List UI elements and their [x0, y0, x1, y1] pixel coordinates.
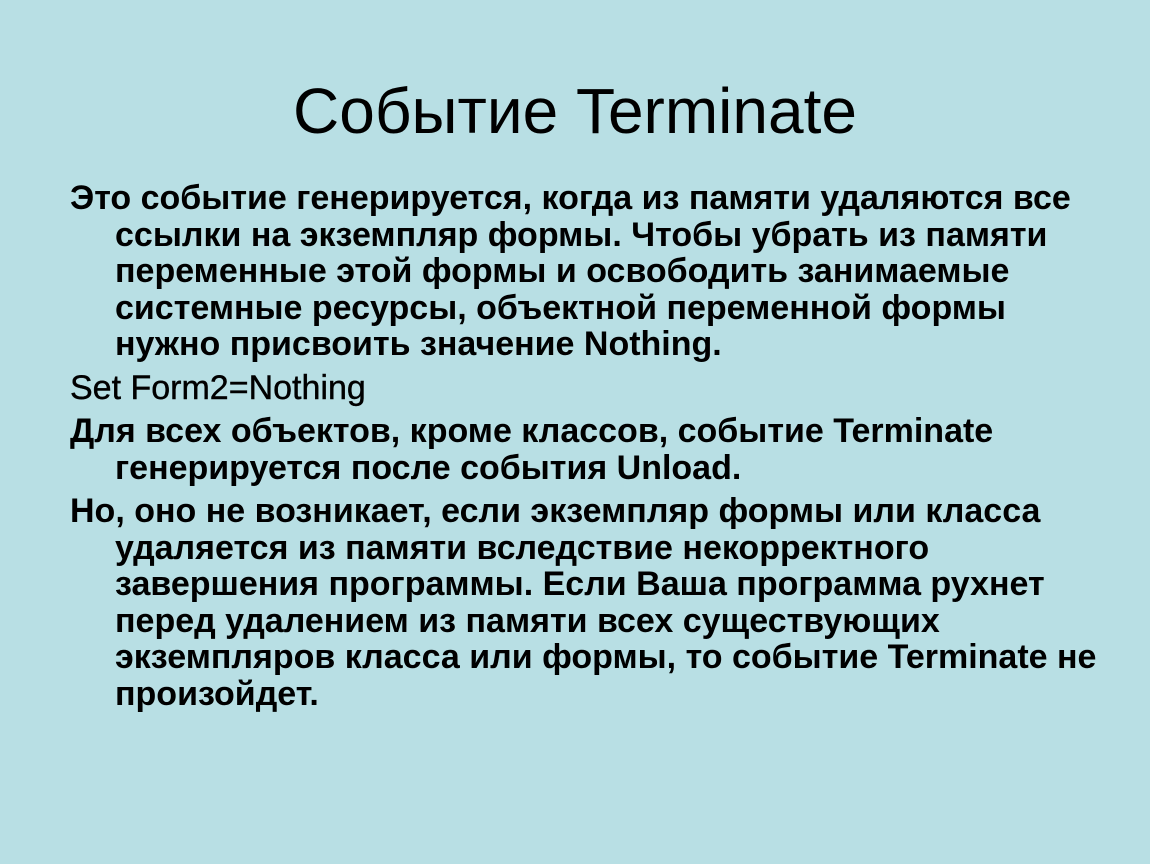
- code-example: Set Form2=Nothing: [70, 368, 366, 407]
- paragraph-terminate-description: Это событие генерируется, когда из памяти удаляются все ссылки на экземпляр формы. Чтобы убрать из памяти переменные этой формы и освободить занимаемые системные ресурсы, объектной переменной формы нужно присвоить значение Nothing.: [70, 179, 1071, 363]
- paragraph-terminate-order: Для всех объектов, кроме классов, событие Terminate генерируется после события Unload.: [70, 412, 994, 487]
- slide-body: [70, 180, 1110, 719]
- slide-title: Событие Terminate: [293, 75, 857, 147]
- paragraph-terminate-exception: Но, оно не возникает, если экземпляр формы или класса удаляется из памяти вследствие некорректного завершения программы. Если Ваша программа рухнет перед удалением из памяти всех существующих экземпляров класса или формы, то событие Terminate не произойдет.: [70, 492, 1097, 713]
